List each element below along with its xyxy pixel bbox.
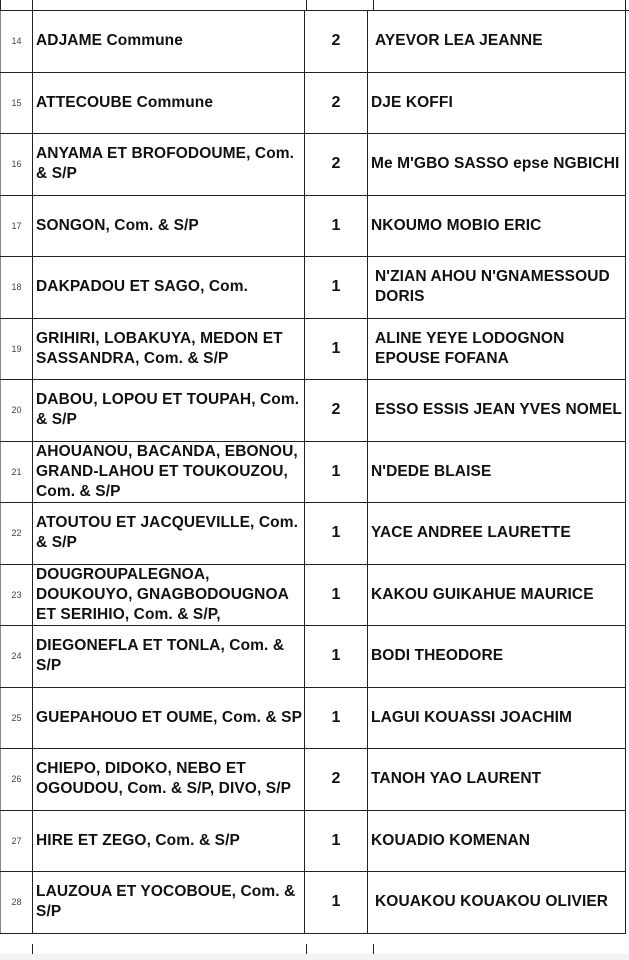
table-row [1,687,626,749]
row-number: 25 [1,687,33,749]
row-number: 27 [1,810,33,872]
constituency-cell: GRIHIRI, LOBAKUYA, MEDON ET SASSANDRA, Com. & S/P [33,318,305,380]
seats-cell: 1 [305,441,368,503]
table-row [1,749,626,811]
constituency-cell: ATTECOUBE Commune [33,72,305,134]
table-row [1,872,626,934]
row-number: 28 [1,872,33,934]
table-row [1,257,626,319]
constituency-cell: DIEGONEFLA ET TONLA, Com. & S/P [33,626,305,688]
row-number: 20 [1,380,33,442]
row-number: 16 [1,134,33,196]
seats-cell: 2 [305,380,368,442]
seats-cell: 2 [305,72,368,134]
row-number: 15 [1,72,33,134]
seats-cell: 2 [305,749,368,811]
row-number: 24 [1,626,33,688]
row-number: 21 [1,441,33,503]
candidate-name-cell: KOUAKOU KOUAKOU OLIVIER [368,872,626,934]
constituency-cell: ADJAME Commune [33,11,305,73]
seats-cell: 1 [305,626,368,688]
table-row [1,810,626,872]
table-row [1,626,626,688]
table-row [1,441,626,503]
row-number: 14 [1,11,33,73]
constituency-cell: AHOUANOU, BACANDA, EBONOU, GRAND-LAHOU ET TOUKOUZOU, Com. & S/P [33,441,305,503]
seats-cell: 1 [305,810,368,872]
candidate-name-cell: Me M'GBO SASSO epse NGBICHI [368,134,626,196]
candidate-name-cell: YACE ANDREE LAURETTE [368,503,626,565]
table-row [1,134,626,196]
constituency-cell: GUEPAHOUO ET OUME, Com. & SP [33,687,305,749]
table-row [1,72,626,134]
table-row [1,11,626,73]
row-number: 26 [1,749,33,811]
row-number: 17 [1,195,33,257]
candidate-name-cell: N'ZIAN AHOU N'GNAMESSOUD DORIS [368,257,626,319]
seats-cell: 1 [305,503,368,565]
constituency-cell: SONGON, Com. & S/P [33,195,305,257]
candidate-name-cell: ESSO ESSIS JEAN YVES NOMEL [368,380,626,442]
seats-cell: 1 [305,564,368,626]
constituency-cell: DABOU, LOPOU ET TOUPAH, Com. & S/P [33,380,305,442]
seats-cell: 1 [305,195,368,257]
seats-cell: 2 [305,11,368,73]
candidate-name-cell: AYEVOR LEA JEANNE [368,11,626,73]
results-table [0,10,626,934]
seats-cell: 2 [305,134,368,196]
candidate-name-cell: N'DEDE BLAISE [368,441,626,503]
candidate-name-cell: TANOH YAO LAURENT [368,749,626,811]
candidate-name-cell: BODI THEODORE [368,626,626,688]
table-row [1,195,626,257]
candidate-name-cell: ALINE YEYE LODOGNON EPOUSE FOFANA [368,318,626,380]
row-number: 23 [1,564,33,626]
constituency-cell: HIRE ET ZEGO, Com. & S/P [33,810,305,872]
table-row [1,503,626,565]
candidate-name-cell: NKOUMO MOBIO ERIC [368,195,626,257]
constituency-cell: ANYAMA ET BROFODOUME, Com. & S/P [33,134,305,196]
bottom-edge [0,944,629,960]
candidate-name-cell: LAGUI KOUASSI JOACHIM [368,687,626,749]
row-number: 18 [1,257,33,319]
table-row [1,318,626,380]
table-row [1,380,626,442]
constituency-cell: CHIEPO, DIDOKO, NEBO ET OGOUDOU, Com. & S/P, DIVO, S/P [33,749,305,811]
constituency-cell: DOUGROUPALEGNOA, DOUKOUYO, GNAGBODOUGNOA ET SERIHIO, Com. & S/P, [33,564,305,626]
constituency-cell: ATOUTOU ET JACQUEVILLE, Com. & S/P [33,503,305,565]
table-row [1,564,626,626]
seats-cell: 1 [305,318,368,380]
seats-cell: 1 [305,687,368,749]
row-number: 22 [1,503,33,565]
constituency-cell: LAUZOUA ET YOCOBOUE, Com. & S/P [33,872,305,934]
seats-cell: 1 [305,872,368,934]
row-number: 19 [1,318,33,380]
candidate-name-cell: KAKOU GUIKAHUE MAURICE [368,564,626,626]
candidate-name-cell: KOUADIO KOMENAN [368,810,626,872]
seats-cell: 1 [305,257,368,319]
constituency-cell: DAKPADOU ET SAGO, Com. [33,257,305,319]
candidate-name-cell: DJE KOFFI [368,72,626,134]
